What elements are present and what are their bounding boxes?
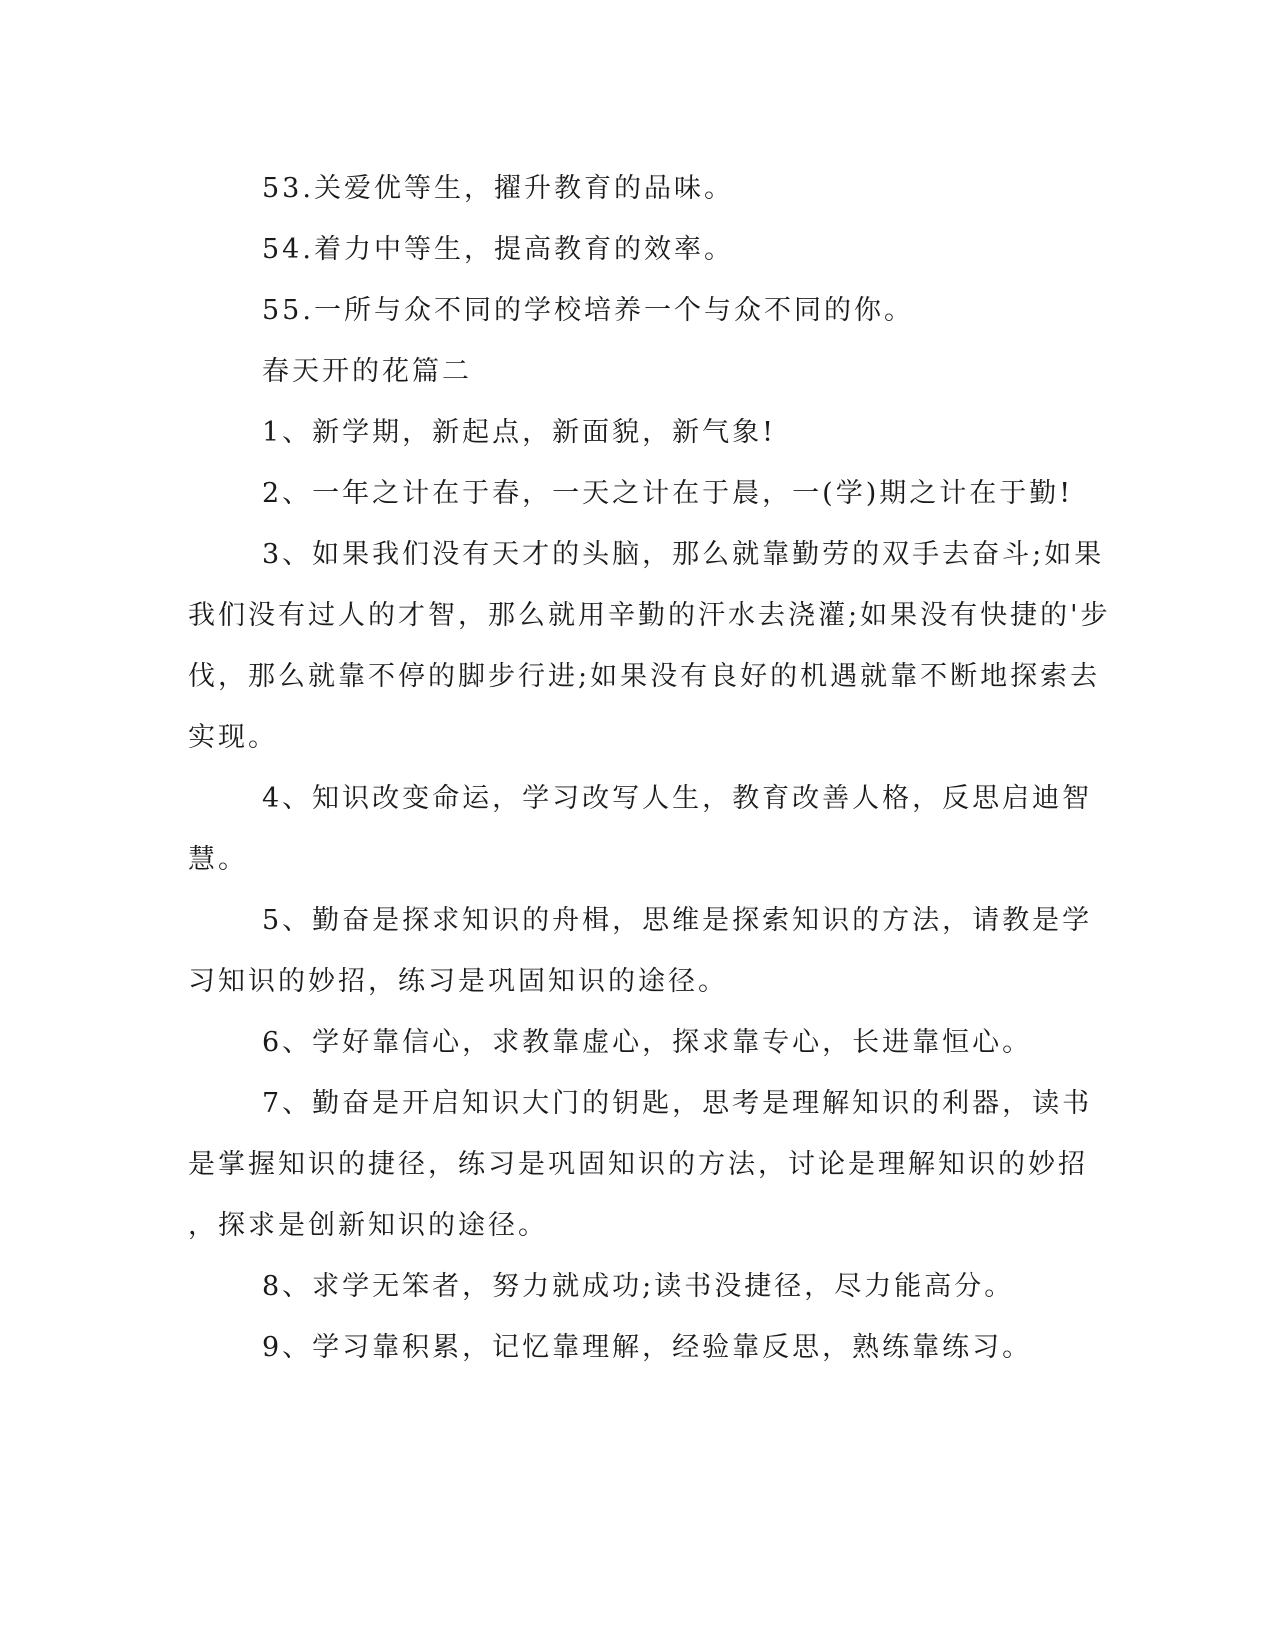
line-53: 53.关爱优等生，擢升教育的品味。 (262, 173, 734, 204)
item-7-line: 7、勤奋是开启知识大门的钥匙，思考是理解知识的利器，读书 (262, 1088, 1093, 1119)
item-5-line: 5、勤奋是探求知识的舟楫，思维是探索知识的方法，请教是学 (262, 905, 1093, 936)
item-9-line: 9、学习靠积累，记忆靠理解，经验靠反思，熟练靠练习。 (262, 1332, 1033, 1363)
item-7-line: ，探求是创新知识的途径。 (188, 1210, 548, 1241)
item-5 (188, 890, 1093, 1012)
document-body (188, 158, 1111, 1378)
item-1: 1、新学期，新起点，新面貌，新气象! (262, 417, 777, 448)
item-4-line: 4、知识改变命运，学习改写人生，教育改善人格，反思启迪智 (262, 783, 1093, 814)
item-7 (188, 1073, 1093, 1256)
item-3-line: 3、如果我们没有天才的头脑，那么就靠勤劳的双手去奋斗;如果 (262, 539, 1105, 570)
item-4 (188, 768, 1093, 890)
item-3-line: 实现。 (188, 722, 278, 753)
item-6 (188, 1012, 1068, 1073)
item-8 (188, 1256, 1068, 1317)
line-55: 55.一所与众不同的学校培养一个与众不同的你。 (262, 295, 914, 326)
item-6-line: 6、学好靠信心，求教靠虚心，探求靠专心，长进靠恒心。 (262, 1027, 1033, 1058)
item-7-line: 是掌握知识的捷径，练习是巩固知识的方法，讨论是理解知识的妙招 (188, 1149, 1088, 1180)
section-heading: 春天开的花篇二 (262, 356, 472, 387)
item-3-line: 伐，那么就靠不停的脚步行进;如果没有良好的机遇就靠不断地探索去 (188, 661, 1101, 692)
item-5-line: 习知识的妙招，练习是巩固知识的途径。 (188, 966, 728, 997)
item-4-line: 慧。 (188, 844, 248, 875)
line-54: 54.着力中等生，提高教育的效率。 (262, 234, 734, 265)
item-8-line: 8、求学无笨者，努力就成功;读书没捷径，尽力能高分。 (262, 1271, 1015, 1302)
item-9 (188, 1317, 1068, 1378)
item-3 (188, 524, 1111, 768)
item-2: 2、一年之计在于春，一天之计在于晨，一(学)期之计在于勤! (262, 478, 1074, 509)
item-3-line: 我们没有过人的才智，那么就用辛勤的汗水去浇灌;如果没有快捷的'步 (188, 600, 1111, 631)
